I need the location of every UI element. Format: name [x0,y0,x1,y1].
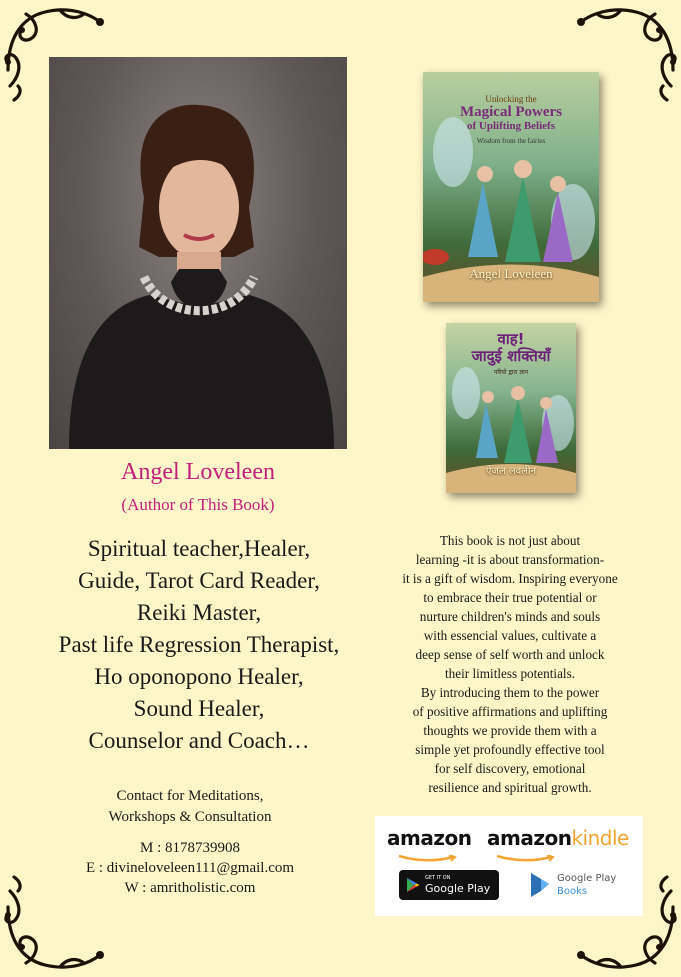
author-role: (Author of This Book) [121,495,275,514]
description-line: learning -it is about transformation- [415,552,605,567]
google-play-button[interactable]: GET IT ON Google Play [399,870,499,900]
description-line: of positive affirmations and uplifting [412,704,608,719]
skill-item: Reiki Master, [136,600,262,625]
skill-item: Sound Healer, [133,696,265,721]
book-supertitle: Unlocking the [485,94,537,104]
google-play-books-sublabel[interactable]: Books [557,886,588,897]
google-play-books-label[interactable]: Google Play [557,873,617,884]
description-line: This book is not just about [439,533,581,548]
book-subtitle-hindi: परियों द्वारा ज्ञान [493,369,528,376]
skill-item: Spiritual teacher,Healer, [87,536,311,561]
skill-item: Past life Regression Therapist, [58,632,340,657]
contact-mobile[interactable]: M : 8178739908 [139,840,240,856]
amazon-kindle-logo[interactable]: amazonkindle [487,826,629,850]
book-cover-english [423,72,599,302]
description-line: for self discovery, emotional [434,761,586,776]
amazon-logo[interactable]: amazon [387,826,472,850]
book-author-hindi: ऐंजल लवलीन [485,466,537,477]
contact-email[interactable]: E : divineloveleen111@gmail.com [85,860,295,876]
description-line: By introducing them to the power [420,685,600,700]
book-description [370,531,650,797]
google-play-icon [406,877,420,893]
description-line: thoughts we provide them with a [423,723,597,738]
store-badges [375,816,643,916]
skill-item: Ho oponopono Healer, [94,664,304,689]
skills-list [15,533,383,757]
amazon-smile-icon [495,850,555,858]
google-play-books-icon [529,872,551,898]
book-subtitle: Wisdom from the fairies [476,137,546,145]
book-title-hindi: वाह! जादुई शक्तियाँ [471,330,551,365]
author-photo [49,57,347,449]
description-line: nurture children's minds and souls [419,609,601,624]
description-line: resilience and spiritual growth. [428,780,592,795]
contact-heading: Contact for Meditations, Workshops & Consultation [108,788,272,825]
skill-item: Guide, Tarot Card Reader, [78,568,320,593]
contact-website[interactable]: W : amritholistic.com [124,880,256,896]
description-line: to embrace their true potential or [423,590,597,605]
author-name: Angel Loveleen [121,459,275,485]
amazon-smile-icon [397,850,457,858]
description-line: simple yet profoundly effective tool [415,742,605,757]
contact-details [40,838,340,898]
book-title: Magical Powers of Uplifting Beliefs [459,104,563,132]
description-line: it is a gift of wisdom. Inspiring everyone [402,571,618,586]
description-line: their limitless potentials. [444,666,576,681]
book-cover-hindi [446,323,576,493]
book-author: Angel Loveleen [469,266,553,281]
description-line: with essencial values, cultivate a [423,628,597,643]
description-line: deep sense of self worth and unlock [415,647,605,662]
skill-item: Counselor and Coach… [88,728,310,753]
